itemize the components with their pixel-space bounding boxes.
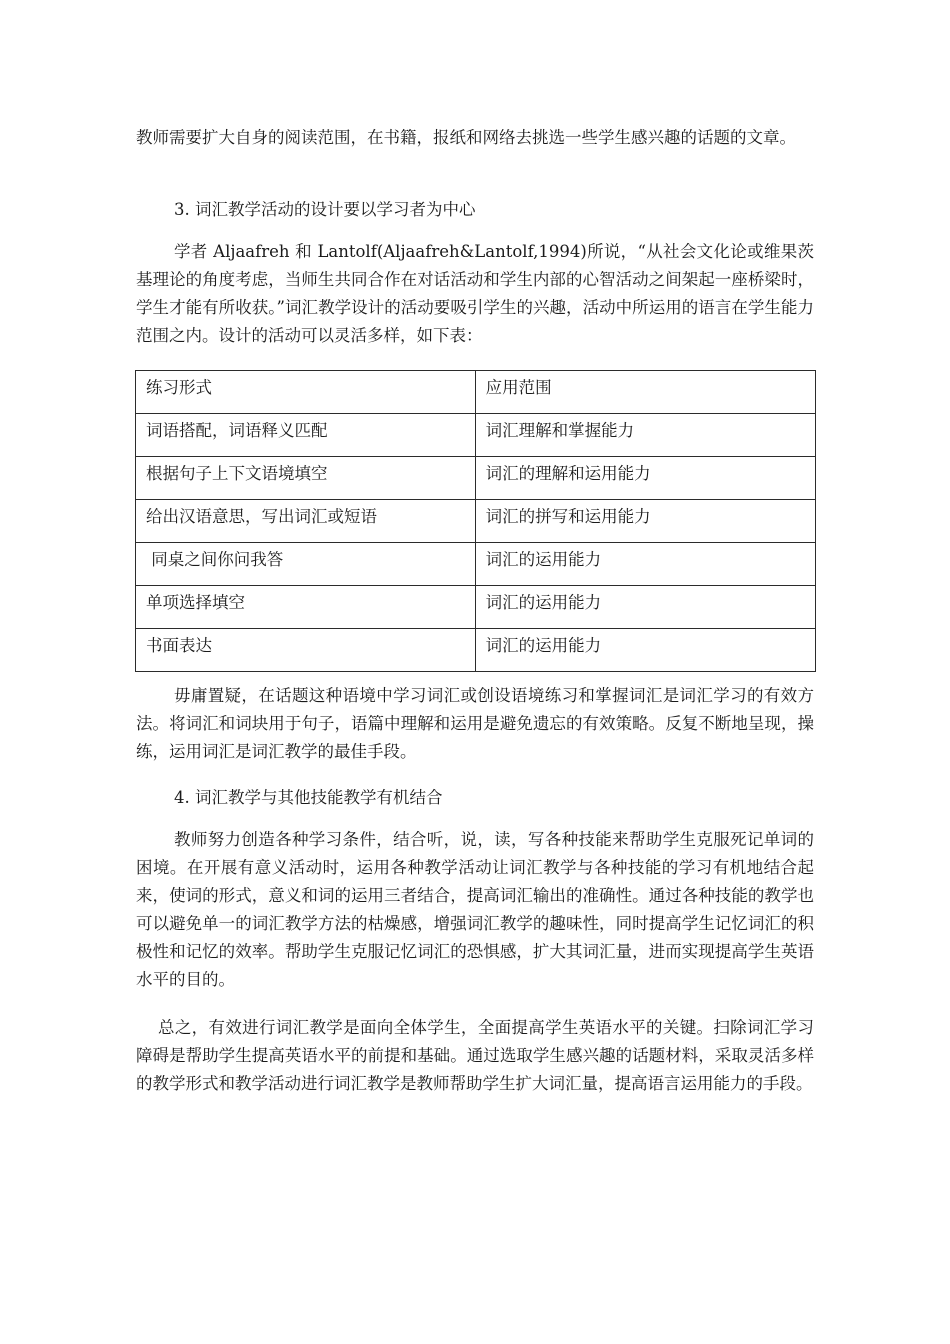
paragraph-skills-integration: 教师努力创造各种学习条件，结合听，说，读，写各种技能来帮助学生克服死记单词的困境。在开展有意义活动时，运用各种教学活动让词汇教学与各种技能的学习有机地结合起来，使词的形式，意义和词的运用三者结合，提高词汇输出的准确性。通过各种技能的教学也可以避免单一的词汇教学方法的枯燥感，增强词汇教学的趣味性，同时提高学生记忆词汇的积极性和记忆的效率。帮助学生克服记忆词汇的恐惧感，扩大其词汇量，进而实现提高学生英语水平的目的。 (136, 830, 814, 989)
table-cell-form: 给出汉语意思，写出词汇或短语 (136, 500, 476, 543)
table-cell-scope: 词汇理解和掌握能力 (475, 414, 815, 457)
table-cell-scope: 词汇的运用能力 (475, 629, 815, 672)
table-cell-form: 书面表达 (136, 629, 476, 672)
paragraph-context-learning: 毋庸置疑，在话题这种语境中学习词汇或创设语境练习和掌握词汇是词汇学习的有效方法。将词汇和词块用于句子，语篇中理解和运用是避免遗忘的有效策略。反复不断地呈现，操练，运用词汇是词汇教学的最佳手段。 (136, 686, 814, 761)
table-header-row (136, 371, 816, 414)
paragraph-reading-scope: 教师需要扩大自身的阅读范围，在书籍，报纸和网络去挑选一些学生感兴趣的话题的文章。 (136, 128, 796, 147)
table-cell-form: 词语搭配，词语释义匹配 (136, 414, 476, 457)
table-cell-scope: 词汇的理解和运用能力 (475, 457, 815, 500)
practice-table (135, 370, 816, 672)
table-cell-scope: 词汇的拼写和运用能力 (475, 500, 815, 543)
table-row (136, 543, 816, 586)
section-heading-4: 4. 词汇教学与其他技能教学有机结合 (174, 788, 443, 807)
section-heading-3: 3. 词汇教学活动的设计要以学习者为中心 (174, 200, 476, 219)
paragraph-learner-centered: 学者 Aljaafreh 和 Lantolf(Aljaafreh&Lantolf,1994)所说，“从社会文化论或维果茨基理论的角度考虑，当师生共同合作在对话活动和学生内部的心智活动之间架起一座桥梁时，学生才能有所收获。”词汇教学设计的活动要吸引学生的兴趣，活动中所运用的语言在学生能力范围之内。设计的活动可以灵活多样，如下表： (136, 242, 814, 345)
table-cell-form: 同桌之间你问我答 (136, 543, 476, 586)
table-header-cell: 练习形式 (136, 371, 476, 414)
table-row (136, 414, 816, 457)
table-cell-form: 根据句子上下文语境填空 (136, 457, 476, 500)
table-row (136, 586, 816, 629)
table-cell-scope: 词汇的运用能力 (475, 543, 815, 586)
table-row (136, 457, 816, 500)
table-header-cell: 应用范围 (475, 371, 815, 414)
table-row (136, 500, 816, 543)
table-row (136, 629, 816, 672)
paragraph-conclusion: 总之，有效进行词汇教学是面向全体学生，全面提高学生英语水平的关键。扫除词汇学习障碍是帮助学生提高英语水平的前提和基础。通过选取学生感兴趣的话题材料，采取灵活多样的教学形式和教学活动进行词汇教学是教师帮助学生扩大词汇量，提高语言运用能力的手段。 (136, 1018, 814, 1093)
table-cell-form: 单项选择填空 (136, 586, 476, 629)
table-cell-scope: 词汇的运用能力 (475, 586, 815, 629)
